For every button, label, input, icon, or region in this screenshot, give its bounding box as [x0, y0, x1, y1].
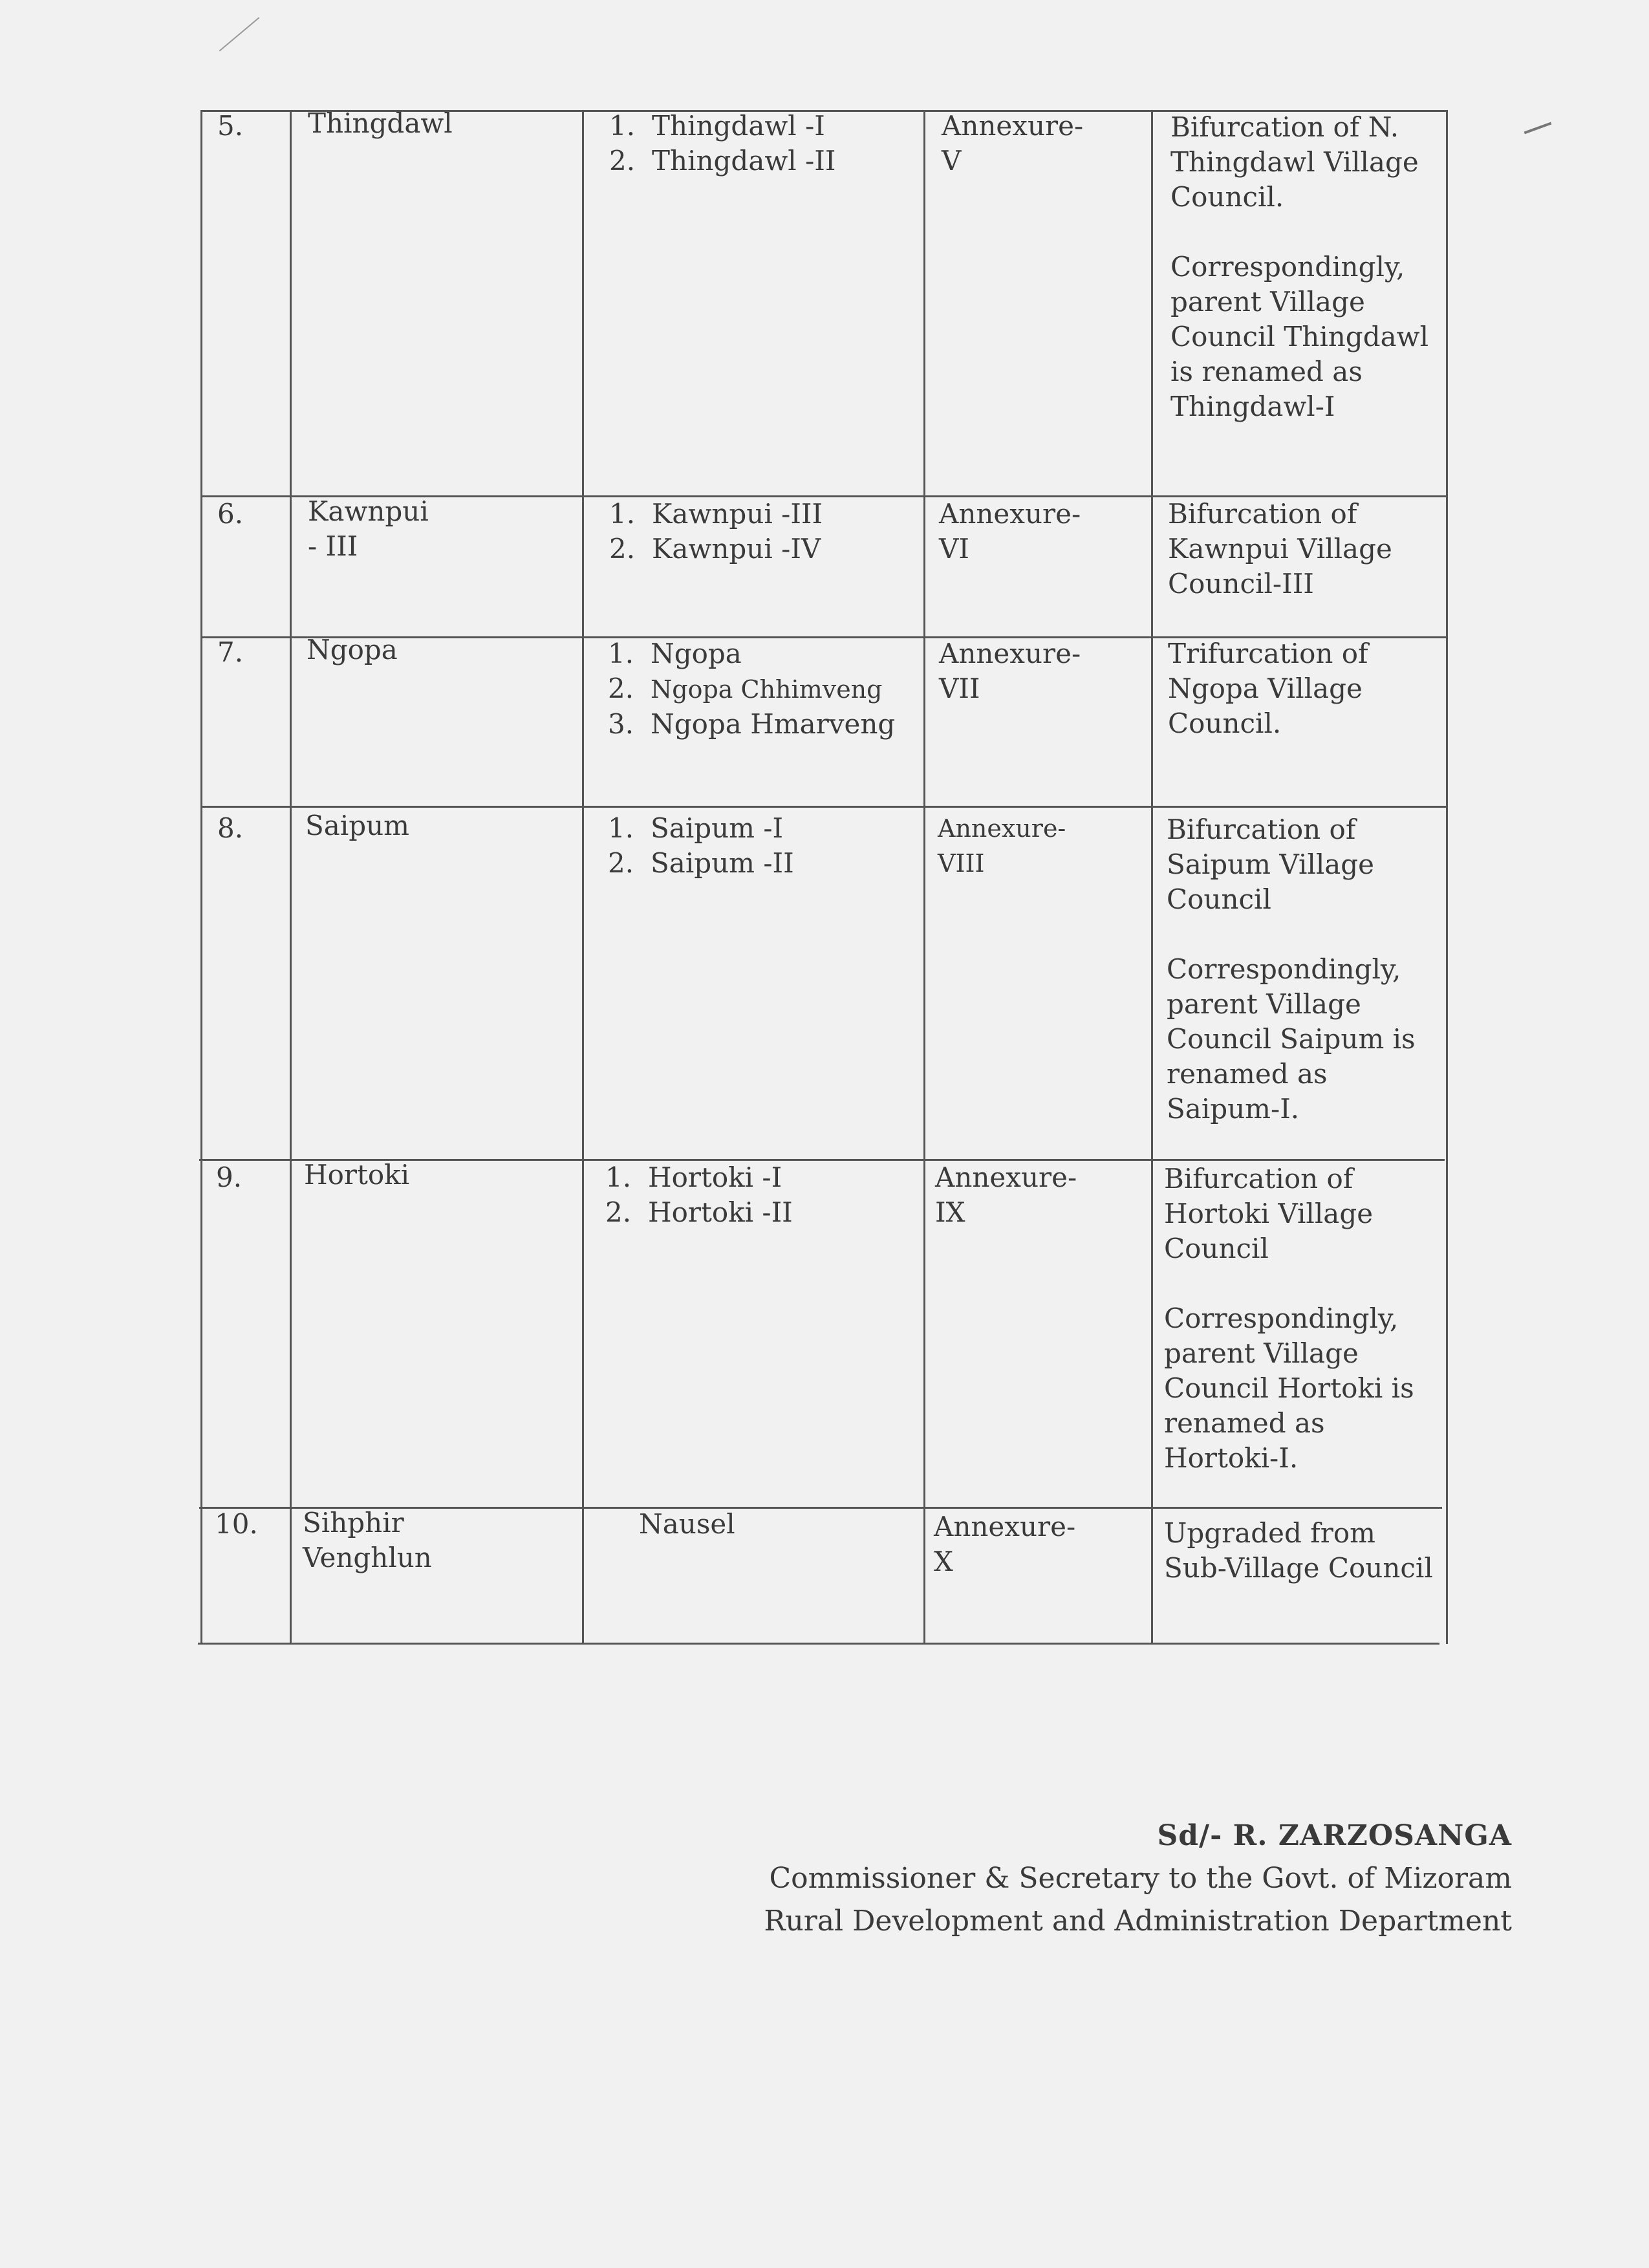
table-bottom-border: [198, 1643, 1439, 1645]
remark-text: Correspondingly, parent Village Council Saipum is renamed as Saipum-I.: [1167, 953, 1416, 1125]
new-village-council-item: Nausel: [639, 1508, 735, 1540]
parent-village-council: Sihphir Venghlun: [303, 1507, 432, 1573]
remarks: [1164, 1161, 1436, 1476]
signatory-department: Rural Development and Administration Department: [764, 1905, 1512, 1938]
new-village-council-item: 1. Saipum -I: [608, 812, 784, 844]
new-village-council-list: [608, 636, 895, 742]
signature-block: [764, 1815, 1512, 1943]
signatory-designation: Commissioner & Secretary to the Govt. of Mizoram: [769, 1862, 1512, 1895]
row-serial-number: 6.: [217, 498, 244, 530]
new-village-council-item: 1. Thingdawl -I: [609, 110, 825, 142]
row-serial-number: 5.: [217, 110, 244, 142]
parent-village-council: Kawnpui - III: [308, 495, 429, 562]
remark-text: Upgraded from Sub-Village Council: [1164, 1517, 1433, 1584]
signatory-name: Sd/- R. ZARZOSANGA: [1157, 1819, 1512, 1852]
new-village-council-item: 3. Ngopa Hmarveng: [608, 708, 896, 740]
new-village-council-item: 1. Hortoki -I: [605, 1161, 782, 1193]
scan-mark-corner: [219, 17, 260, 52]
parent-village-council: Thingdawl: [308, 107, 453, 139]
annexure-reference: Annexure-VI: [939, 498, 1081, 565]
new-village-council-item: 2. Thingdawl -II: [609, 145, 836, 177]
remarks: [1168, 497, 1439, 601]
remark-text: Trifurcation of Ngopa Village Council.: [1168, 638, 1368, 739]
new-village-council-item: 1. Kawnpui -III: [609, 498, 823, 530]
remarks: [1167, 812, 1438, 1127]
remark-text: Bifurcation of N. Thingdawl Village Council.: [1170, 111, 1419, 213]
remarks: [1164, 1516, 1436, 1586]
column-divider: [923, 110, 925, 1644]
column-divider: [290, 110, 292, 1644]
remark-text: Bifurcation of Kawnpui Village Council-III: [1168, 498, 1392, 599]
parent-village-council: Hortoki: [304, 1159, 410, 1191]
row-serial-number: 9.: [216, 1161, 242, 1193]
row-serial-number: 10.: [215, 1508, 258, 1540]
new-village-council-list: [609, 497, 823, 567]
column-divider: [1151, 110, 1153, 1644]
remark-text: Bifurcation of Saipum Village Council: [1167, 814, 1375, 915]
annexure-reference: Annexure-VII: [939, 638, 1081, 704]
parent-village-council: Ngopa: [307, 634, 398, 665]
table-right-border: [1446, 110, 1448, 1644]
row-serial-number: 7.: [217, 636, 244, 668]
parent-village-council: Saipum: [305, 810, 410, 841]
new-village-council-item: 2. Hortoki -II: [605, 1196, 793, 1228]
remark-text: Correspondingly, parent Village Council Hortoki is renamed as Hortoki-I.: [1164, 1302, 1414, 1474]
remark-text: Correspondingly, parent Village Council Thingdawl is renamed as Thingdawl-I: [1170, 251, 1428, 422]
remarks: [1168, 636, 1439, 741]
annexure-reference: Annexure-X: [934, 1511, 1076, 1577]
annexure-reference: Annexure-IX: [935, 1161, 1077, 1228]
remark-text: Bifurcation of Hortoki Village Council: [1164, 1163, 1374, 1264]
row-divider: [200, 806, 1446, 808]
new-village-council-item: 1. Ngopa: [608, 638, 742, 669]
new-village-council-list: [608, 811, 794, 881]
new-village-council-item: 2. Ngopa Chhimveng: [608, 673, 883, 704]
new-village-council-item: 2. Saipum -II: [608, 847, 794, 879]
new-village-council-list: [609, 109, 835, 178]
remarks: [1170, 110, 1442, 424]
row-serial-number: 8.: [217, 812, 244, 844]
table-left-border: [200, 110, 202, 1644]
column-divider: [582, 110, 584, 1644]
scan-mark-handwriting: [1524, 122, 1552, 135]
new-village-council-item: 2. Kawnpui -IV: [609, 533, 821, 565]
new-village-council-list: [605, 1160, 793, 1230]
annexure-reference: Annexure-V: [942, 110, 1084, 177]
annexure-reference: Annexure-VIII: [938, 814, 1066, 878]
